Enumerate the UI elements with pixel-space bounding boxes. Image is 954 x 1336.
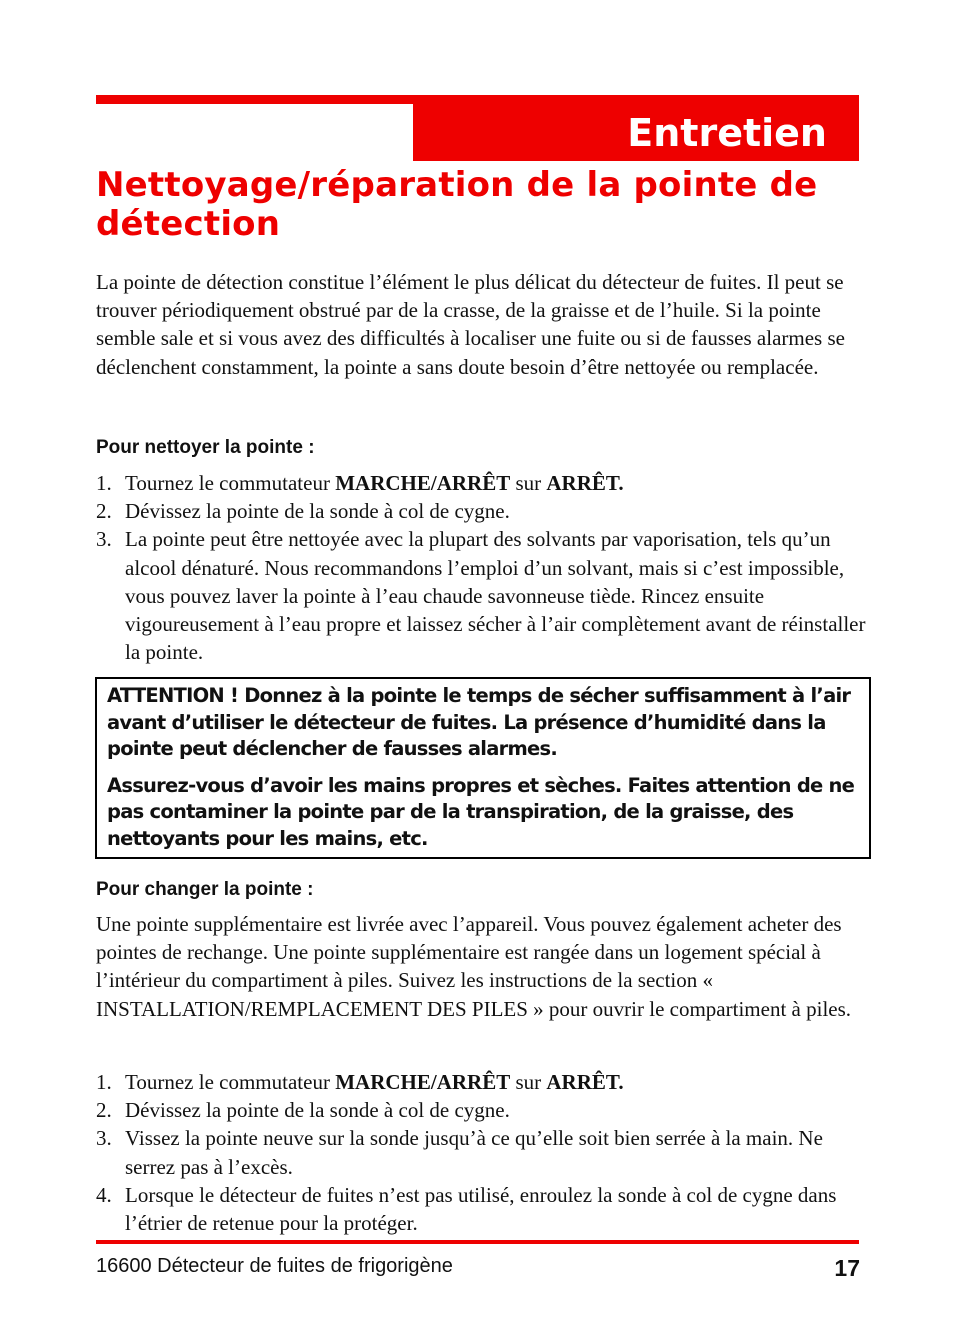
section-tab [413, 104, 859, 161]
step-number: 1. [96, 1070, 112, 1094]
step-number: 4. [96, 1182, 112, 1207]
footer-rule [96, 1240, 859, 1244]
caution-box [95, 677, 871, 859]
step-number: 3. [96, 1126, 112, 1151]
switch-name: MARCHE/ARRÊT [335, 471, 511, 495]
header-rule [96, 95, 859, 104]
step-text: Dévissez la pointe de la sonde à col de cygne. [125, 1098, 510, 1123]
intro-paragraph: La pointe de détection constitue l’élément le plus délicat du détecteur de fuites. Il peut se trouver périodiquement obstrué par de la crasse, de la graisse et de l’huile. Si la pointe semble sale et si vous avez des difficultés à localiser une fuite ou si de fausses alarmes se déclenchent constamment, la pointe a sans doute besoin d’être nettoyée ou remplacée. [96, 270, 845, 379]
step-text [125, 469, 866, 497]
page-title: Nettoyage/réparation de la pointe de détection [96, 165, 818, 244]
list-item [96, 525, 866, 666]
step-text-mid: sur [510, 1070, 547, 1094]
cleaning-heading: Pour nettoyer la pointe : [96, 437, 315, 458]
step-text: La pointe peut être nettoyée avec la plupart des solvants par vaporisation, tels qu’un alcool dénaturé. Nous recommandons l’emploi d’un solvant, mais si c’est impossible, vous pouvez laver la pointe à l’eau chaude savonneuse tiède. Rincez ensuite vigoureusement à l’eau propre et laissez sécher à l’air complètement avant de réinstaller la pointe. [125, 527, 866, 665]
list-item [96, 469, 866, 497]
section-title: Entretien [627, 111, 827, 155]
page-number: 17 [834, 1255, 860, 1281]
step-text-mid: sur [510, 471, 547, 495]
replacing-heading: Pour changer la pointe : [96, 879, 314, 900]
list-item [96, 1181, 866, 1237]
footer-product-name: 16600 Détecteur de fuites de frigorigène [96, 1255, 453, 1277]
replacing-paragraph: Une pointe supplémentaire est livrée avec l’appareil. Vous pouvez également acheter des pointes de rechange. Une pointe supplémentaire est rangée dans un logement spécial à l’intérieur du compartiment à piles. Suivez les instructions de la section « INSTALLATION/REMPLACEMENT DES PILES » pour ouvrir le compartiment à piles. [96, 912, 852, 1021]
step-number: 2. [96, 1098, 112, 1123]
step-number: 3. [96, 527, 112, 552]
caution-paragraph: ATTENTION ! Donnez à la pointe le temps de sécher suffisamment à l’air avant d’utiliser le détecteur de fuites. La présence d’humidité dans la pointe peut déclencher de fausses alarmes. [107, 684, 851, 761]
step-text [125, 1068, 866, 1096]
step-text-before: Tournez le commutateur [125, 1070, 336, 1094]
switch-state: ARRÊT. [546, 471, 624, 495]
replacing-steps [96, 1068, 866, 1237]
caution-paragraph: Assurez-vous d’avoir les mains propres et sèches. Faites attention de ne pas contaminer la pointe par de la transpiration, de la graisse, des nettoyants pour les mains, etc. [107, 773, 855, 850]
step-text: Vissez la pointe neuve sur la sonde jusqu’à ce qu’elle soit bien serrée à la main. Ne serrez pas à l’excès. [125, 1126, 823, 1179]
cleaning-steps [96, 469, 866, 666]
list-item [96, 497, 866, 525]
list-item [96, 1068, 866, 1096]
list-item [96, 1096, 866, 1124]
step-number: 1. [96, 471, 112, 495]
step-text: Dévissez la pointe de la sonde à col de cygne. [125, 499, 510, 524]
switch-state: ARRÊT. [546, 1070, 624, 1094]
step-text: Lorsque le détecteur de fuites n’est pas utilisé, enroulez la sonde à col de cygne dans l’étrier de retenue pour la protéger. [125, 1182, 837, 1236]
step-text-before: Tournez le commutateur [125, 471, 336, 495]
step-number: 2. [96, 499, 112, 524]
switch-name: MARCHE/ARRÊT [335, 1070, 511, 1094]
list-item [96, 1124, 866, 1180]
